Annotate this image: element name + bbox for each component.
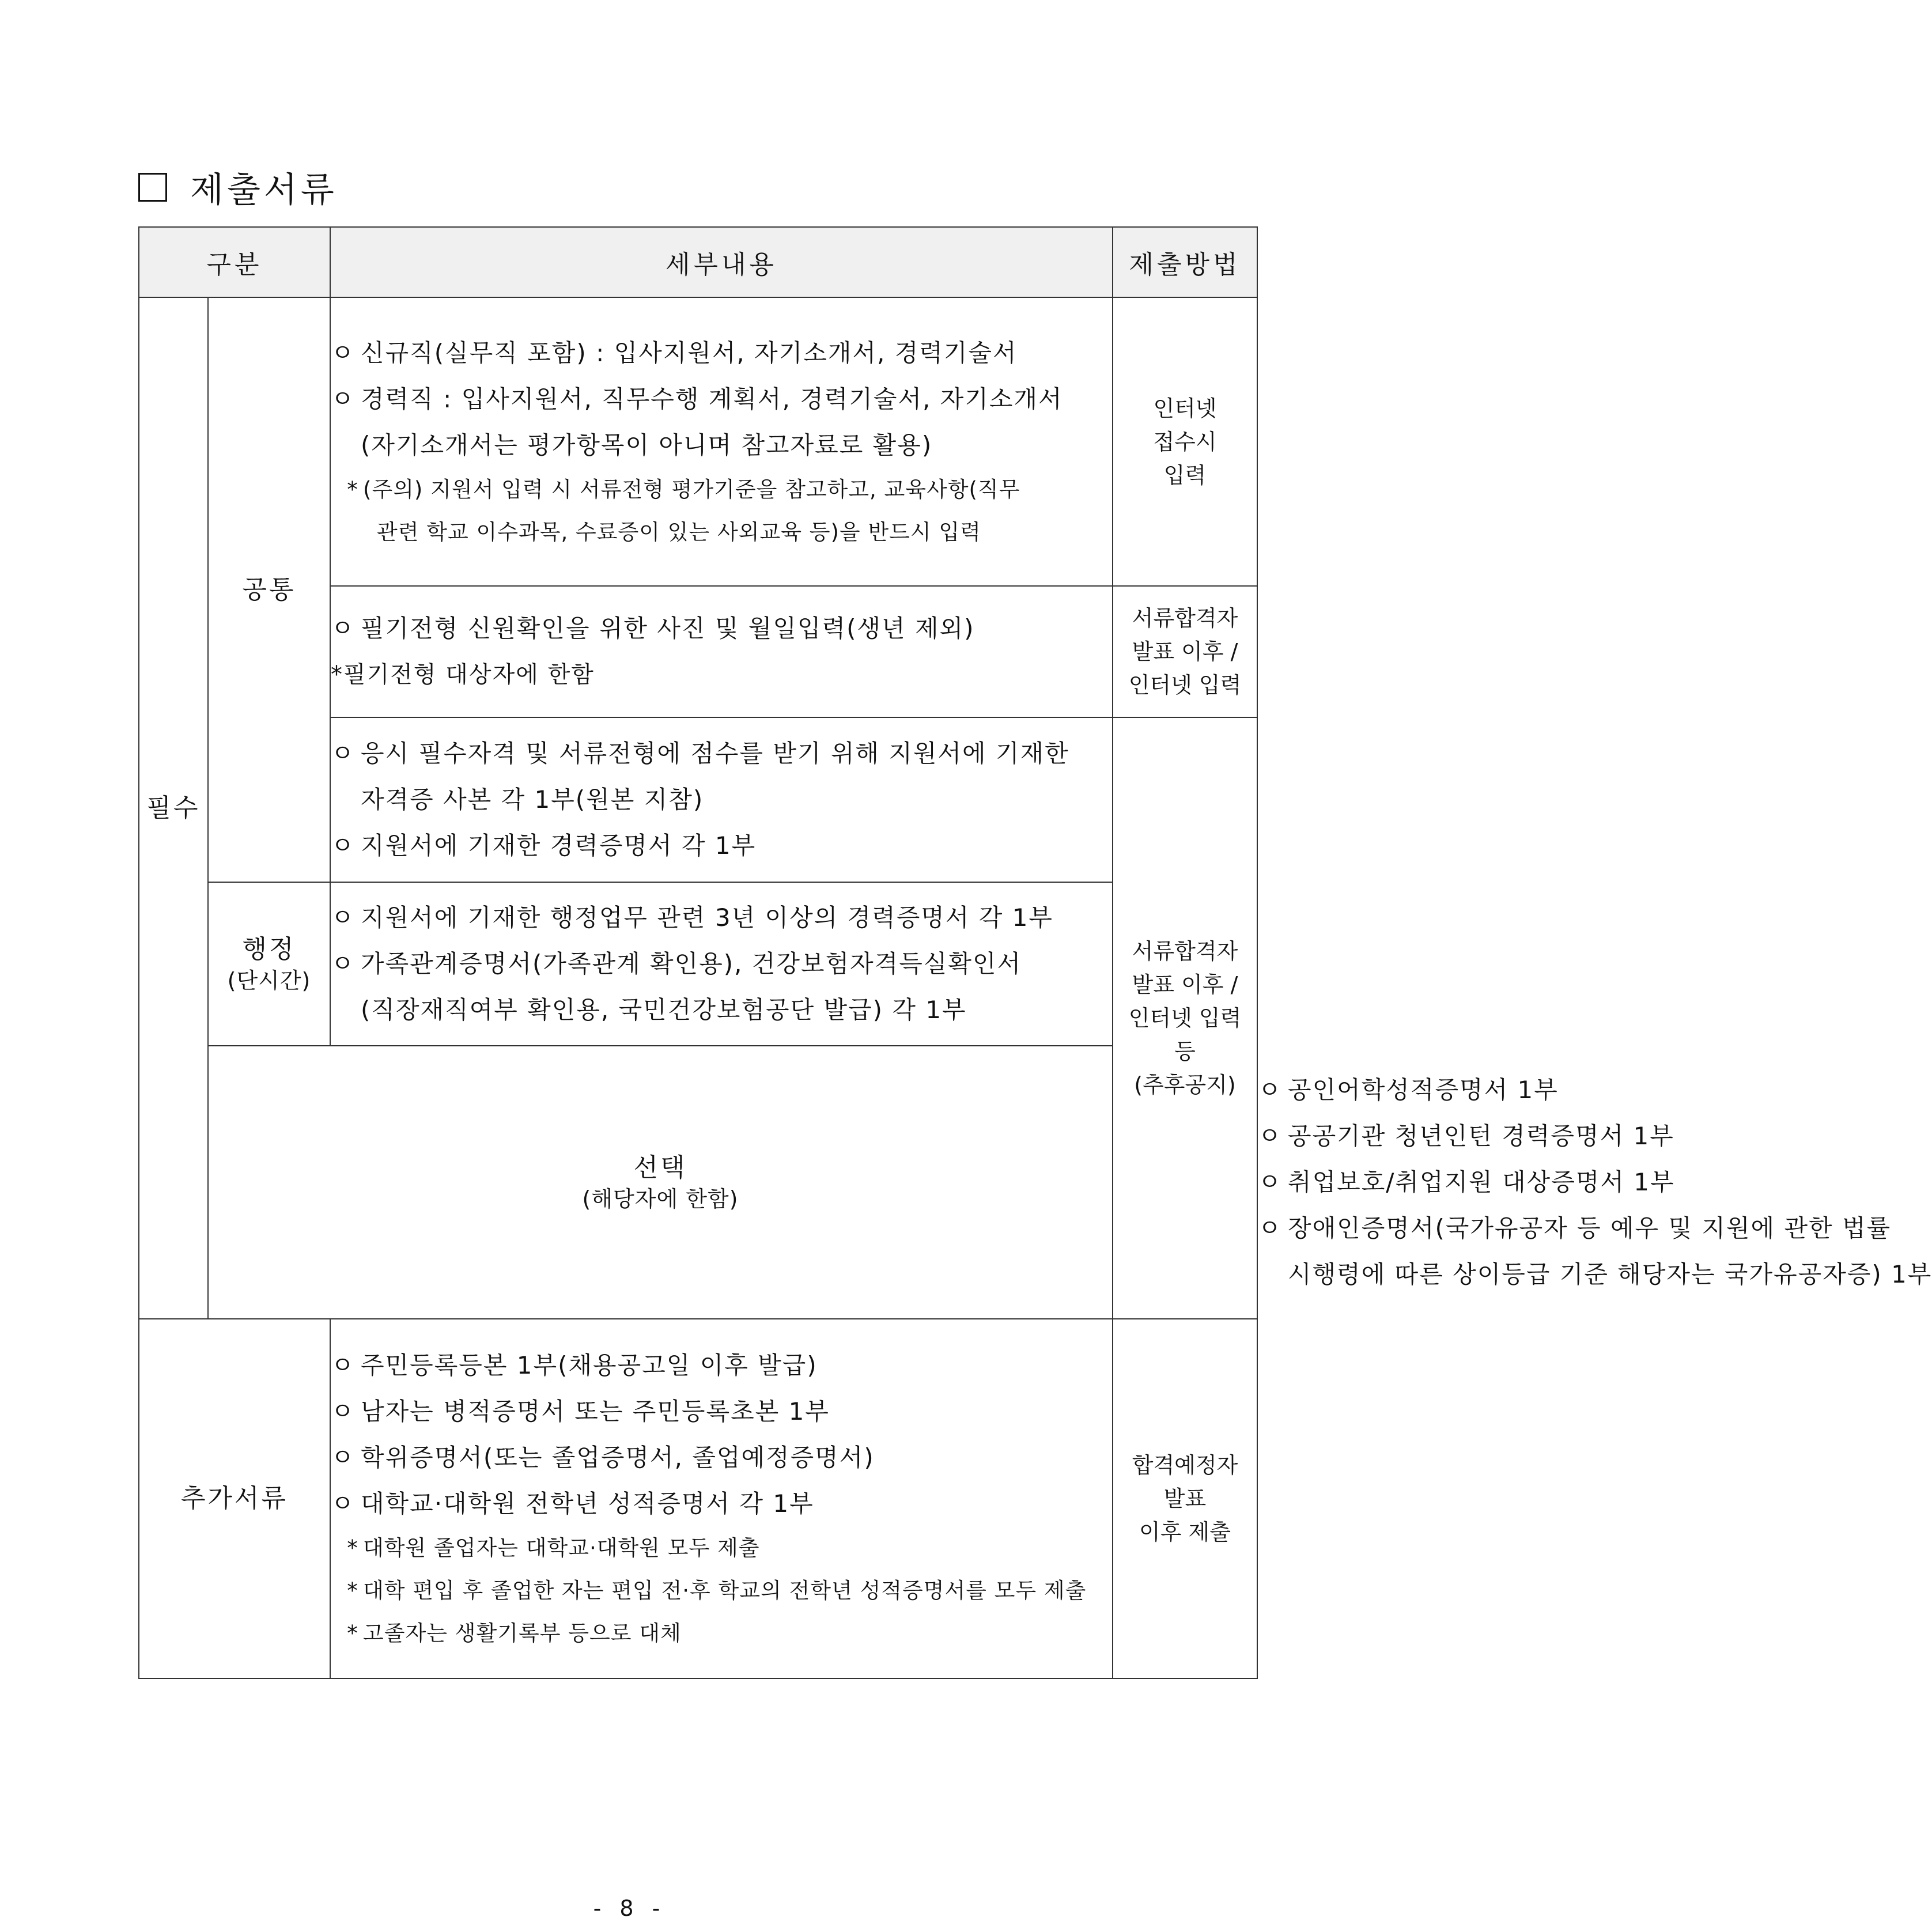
list-item-continuation: (직장재직여부 확인용, 국민건강보험공단 발급) 각 1부 [361, 996, 967, 1024]
note-item: * 대학원 졸업자는 대학교·대학원 모두 제출 [331, 1527, 1112, 1570]
asterisk-icon: * [347, 1621, 358, 1646]
list-item-continuation: 자격증 사본 각 1부(원본 지참) [361, 785, 704, 814]
detail-cell-common-c [330, 717, 1113, 882]
bullet-icon: ㅇ [331, 831, 356, 860]
method-cell-4: 합격예정자 발표 이후 제출 [1113, 1319, 1257, 1678]
table-row [139, 882, 1257, 1046]
table-row [139, 297, 1257, 586]
detail-cell-common-b [330, 586, 1113, 717]
detail-cell-additional [330, 1319, 1113, 1678]
bullet-icon: ㅇ [331, 1351, 356, 1379]
bullet-icon: ㅇ [331, 338, 356, 367]
page-number: - 8 - [593, 1896, 666, 1921]
method-cell-2: 서류합격자 발표 이후 / 인터넷 입력 [1113, 586, 1257, 717]
list-item: ㅇ 대학교·대학원 전학년 성적증명서 각 1부 [331, 1481, 1112, 1527]
bullet-icon: ㅇ [1258, 1168, 1283, 1196]
table-row [139, 1319, 1257, 1678]
detail-cell-admin [330, 882, 1113, 1046]
note-item: * 고졸자는 생활기록부 등으로 대체 [331, 1612, 1112, 1655]
list-item-continuation: (자기소개서는 평가항목이 아니며 참고자료로 활용) [361, 430, 933, 459]
bullet-icon: ㅇ [1258, 1214, 1283, 1242]
list-item: ㅇ 학위증명서(또는 졸업증명서, 졸업예정증명서) [331, 1435, 1112, 1481]
bullet-icon: ㅇ [331, 1489, 356, 1518]
header-category: 구분 [139, 227, 330, 297]
note-item: * (주의) 지원서 입력 시 서류전형 평가기준을 참고하고, 교육사항(직무 [331, 468, 1112, 511]
list-item: ㅇ 지원서에 기재한 경력증명서 각 1부 [331, 823, 1112, 869]
list-item: ㅇ 주민등록등본 1부(채용공고일 이후 발급) [331, 1343, 1112, 1389]
asterisk-icon: * [347, 477, 358, 502]
bullet-icon: ㅇ [1258, 1122, 1283, 1150]
documents-table [138, 226, 1932, 1679]
list-item: ㅇ 경력직 : 입사지원서, 직무수행 계획서, 경력기술서, 자기소개서 [331, 376, 1112, 422]
detail-cell-common-a [330, 297, 1113, 586]
list-item: ㅇ 응시 필수자격 및 서류전형에 점수를 받기 위해 지원서에 기재한 [331, 731, 1112, 777]
header-details: 세부내용 [330, 227, 1113, 297]
asterisk-icon: * [347, 1536, 358, 1560]
category-common: 공통 [208, 297, 330, 882]
method-cell-1: 인터넷 접수시 입력 [1113, 297, 1257, 586]
table-header-row [139, 227, 1257, 297]
list-item: ㅇ 필기전형 신원확인을 위한 사진 및 월일입력(생년 제외) [331, 606, 1112, 652]
bullet-icon: ㅇ [331, 1443, 356, 1472]
asterisk-icon: * [331, 661, 344, 688]
table-row: 선택 (해당자에 한함) ㅇ 공인어학성적증명서 1부 ㅇ 공공기관 청년인턴 경력증명서 1부 ㅇ 취업보호/취업지원 대상증명서 1부 ㅇ 장애인증명서(국가유공자 등 예우 및 지원에 관한 법률 시행령에 따른 상이등급 기준 해당자는 국가유공자증) 1부 [139, 1046, 1257, 1319]
note-continuation: 관련 학교 이수과목, 수료증이 있는 사외교육 등)을 반드시 입력 [377, 519, 981, 544]
list-item-continuation: 시행령에 따른 상이등급 기준 해당자는 국가유공자증) 1부 [1288, 1260, 1932, 1288]
method-cell-3: 서류합격자 발표 이후 / 인터넷 입력 등 (추후공지) [1113, 717, 1257, 1319]
note-item: *필기전형 대상자에 한함 [331, 661, 595, 688]
list-item: ㅇ 신규직(실무직 포함) : 입사지원서, 자기소개서, 경력기술서 [331, 330, 1112, 376]
bullet-icon: ㅇ [331, 903, 356, 932]
category-additional: 추가서류 [139, 1319, 330, 1678]
section-title-text: 제출서류 [190, 170, 338, 210]
bullet-icon: ㅇ [331, 739, 356, 767]
list-item: ㅇ 남자는 병적증명서 또는 주민등록초본 1부 [331, 1389, 1112, 1435]
bullet-icon: ㅇ [331, 614, 356, 642]
asterisk-icon: * [347, 1578, 358, 1603]
bullet-icon: ㅇ [331, 950, 356, 978]
category-required: 필수 [139, 297, 208, 1319]
checkbox-icon [138, 173, 167, 202]
list-item: ㅇ 지원서에 기재한 행정업무 관련 3년 이상의 경력증명서 각 1부 [331, 895, 1112, 941]
bullet-icon: ㅇ [331, 384, 356, 413]
list-item: ㅇ 가족관계증명서(가족관계 확인용), 건강보험자격득실확인서 [331, 941, 1112, 987]
header-method: 제출방법 [1113, 227, 1257, 297]
bullet-icon: ㅇ [1258, 1076, 1283, 1104]
category-admin: 행정 (단시간) [208, 882, 330, 1046]
category-optional: 선택 (해당자에 한함) [208, 1046, 1113, 1319]
section-title [138, 162, 338, 212]
bullet-icon: ㅇ [331, 1397, 356, 1425]
note-item: * 대학 편입 후 졸업한 자는 편입 전·후 학교의 전학년 성적증명서를 모두 제출 [331, 1570, 1112, 1612]
